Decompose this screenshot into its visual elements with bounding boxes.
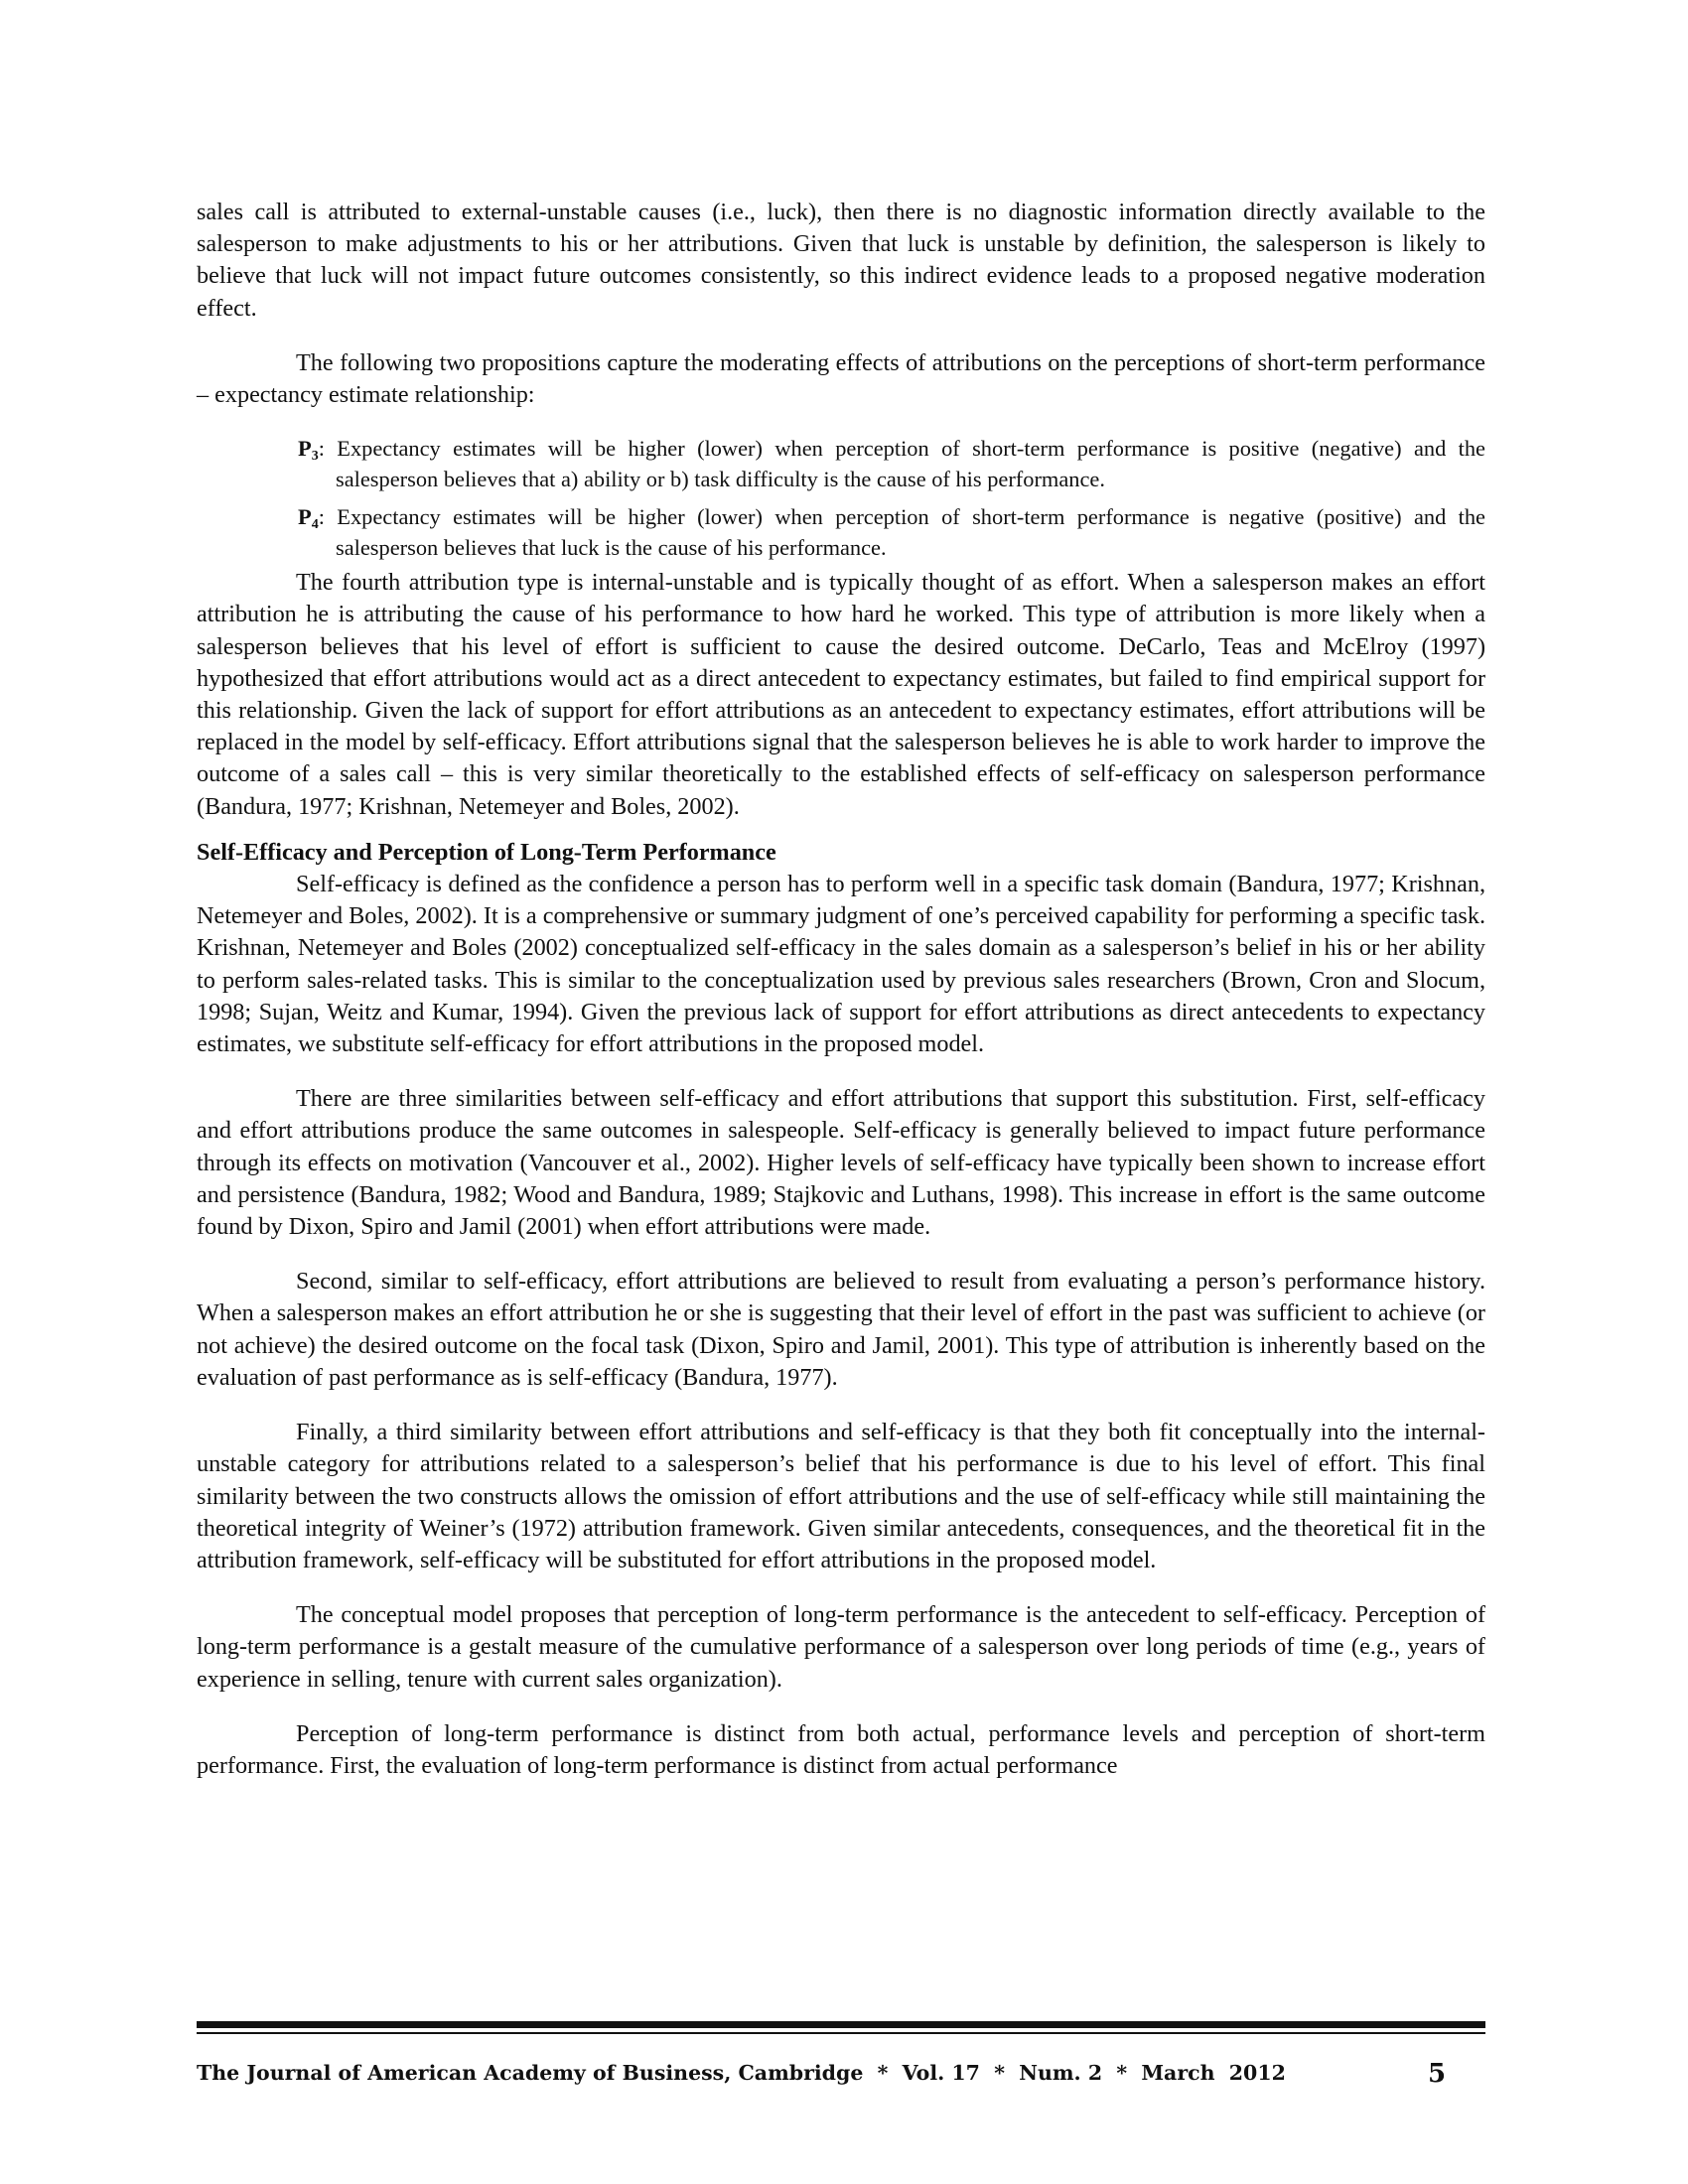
proposition-text: : Expectancy estimates will be higher (lower) when perception of short-term performance is negative (positive) and the salesperson believes that luck is the cause of his performance.: [318, 504, 1485, 560]
paragraph: The conceptual model proposes that perception of long-term performance is the antecedent to self-efficacy. Perception of long-term performance is a gestalt measure of the cumulative performance of a salesperson over long periods of time (e.g., years of experience in selling, tenure with current sales organization).: [197, 1601, 1485, 1693]
proposition-subscript: 4: [311, 517, 319, 533]
paragraph: Second, similar to self-efficacy, effort attributions are believed to result from evaluating a person’s performance history. When a salesperson makes an effort attribution he or she is suggesting that their level of effort in the past was sufficient to achieve (or not achieve) the desired outcome on the focal task (Dixon, Spiro and Jamil, 2001). This type of attribution is inherently based on the evaluation of past performance as is self-efficacy (Bandura, 1977).: [197, 1268, 1485, 1391]
proposition-4: [197, 502, 1485, 563]
paragraph: sales call is attributed to external-unstable causes (i.e., luck), then there is no diagnostic information directly available to the salesperson to make adjustments to his or her attributions. Given that luck is unstable by definition, the salesperson is likely to believe that luck will not impact future outcomes consistently, so this indirect evidence leads to a proposed negative moderation effect.: [197, 199, 1485, 322]
paragraph: Self-efficacy is defined as the confidence a person has to perform well in a specific task domain (Bandura, 1977; Krishnan, Netemeyer and Boles, 2002). It is a comprehensive or summary judgment of one’s perceived capability for performing a specific task. Krishnan, Netemeyer and Boles (2002) conceptualized self-efficacy in the sales domain as a salesperson’s belief in his or her ability to perform sales-related tasks. This is similar to the conceptualization used by previous sales researchers (Brown, Cron and Slocum, 1998; Sujan, Weitz and Kumar, 1994). Given the previous lack of support for effort attributions as direct antecedents to expectancy estimates, we substitute self-efficacy for effort attributions in the proposed model.: [197, 871, 1485, 1058]
page-footer: [197, 2055, 1485, 2095]
paragraph: Perception of long-term performance is distinct from both actual, performance levels and perception of short-term performance. First, the evaluation of long-term performance is distinct from actual performance: [197, 1719, 1485, 1779]
footer-rule-thick: [197, 2021, 1485, 2028]
journal-citation: The Journal of American Academy of Business, Cambridge * Vol. 17 * Num. 2 * March 2012: [197, 2061, 1286, 2085]
paragraph: There are three similarities between self-efficacy and effort attributions that support this substitution. First, self-efficacy and effort attributions produce the same outcomes in salespeople. Self-efficacy is generally believed to impact future performance through its effects on motivation (Vancouver et al., 2002). Higher levels of self-efficacy have typically been shown to increase effort and persistence (Bandura, 1982; Wood and Bandura, 1989; Stajkovic and Luthans, 1998). This increase in effort is the same outcome found by Dixon, Spiro and Jamil (2001) when effort attributions were made.: [197, 1085, 1485, 1241]
paragraph: The following two propositions capture the moderating effects of attributions on the perceptions of short-term performance – expectancy estimate relationship:: [197, 348, 1485, 409]
body-text: [197, 197, 1485, 1782]
paragraph: Finally, a third similarity between effort attributions and self-efficacy is that they both fit conceptually into the internal-unstable category for attributions related to a salesperson’s belief that his performance is due to his level of effort. This final similarity between the two constructs allows the omission of effort attributions and the use of self-efficacy while still maintaining the theoretical integrity of Weiner’s (1972) attribution framework. Given similar antecedents, consequences, and the theoretical fit in the attribution framework, self-efficacy will be substituted for effort attributions in the proposed model.: [197, 1419, 1485, 1573]
proposition-3: [197, 434, 1485, 494]
proposition-label: P: [298, 504, 312, 530]
paragraph: The fourth attribution type is internal-unstable and is typically thought of as effort. When a salesperson makes an effort attribution he is attributing the cause of his performance to how hard he worked. This type of attribution is more likely when a salesperson believes that his level of effort is sufficient to cause the desired outcome. DeCarlo, Teas and McElroy (1997) hypothesized that effort attributions would act as a direct antecedent to expectancy estimates, but failed to find empirical support for this relationship. Given the lack of support for effort attributions as an antecedent to expectancy estimates, effort attributions will be replaced in the model by self-efficacy. Effort attributions signal that the salesperson believes he is able to work harder to improve the outcome of a sales call – this is very similar theoretically to the established effects of self-efficacy on salesperson performance (Bandura, 1977; Krishnan, Netemeyer and Boles, 2002).: [197, 569, 1485, 820]
proposition-text: : Expectancy estimates will be higher (lower) when perception of short-term performance is positive (negative) and the salesperson believes that a) ability or b) task difficulty is the cause of his performance.: [318, 436, 1485, 491]
section-heading: Self-Efficacy and Perception of Long-Term Performance: [197, 838, 776, 866]
proposition-label: P: [298, 436, 312, 462]
footer-rule-thin: [197, 2032, 1485, 2034]
page-number: 5: [1428, 2059, 1447, 2089]
proposition-subscript: 3: [311, 449, 319, 465]
